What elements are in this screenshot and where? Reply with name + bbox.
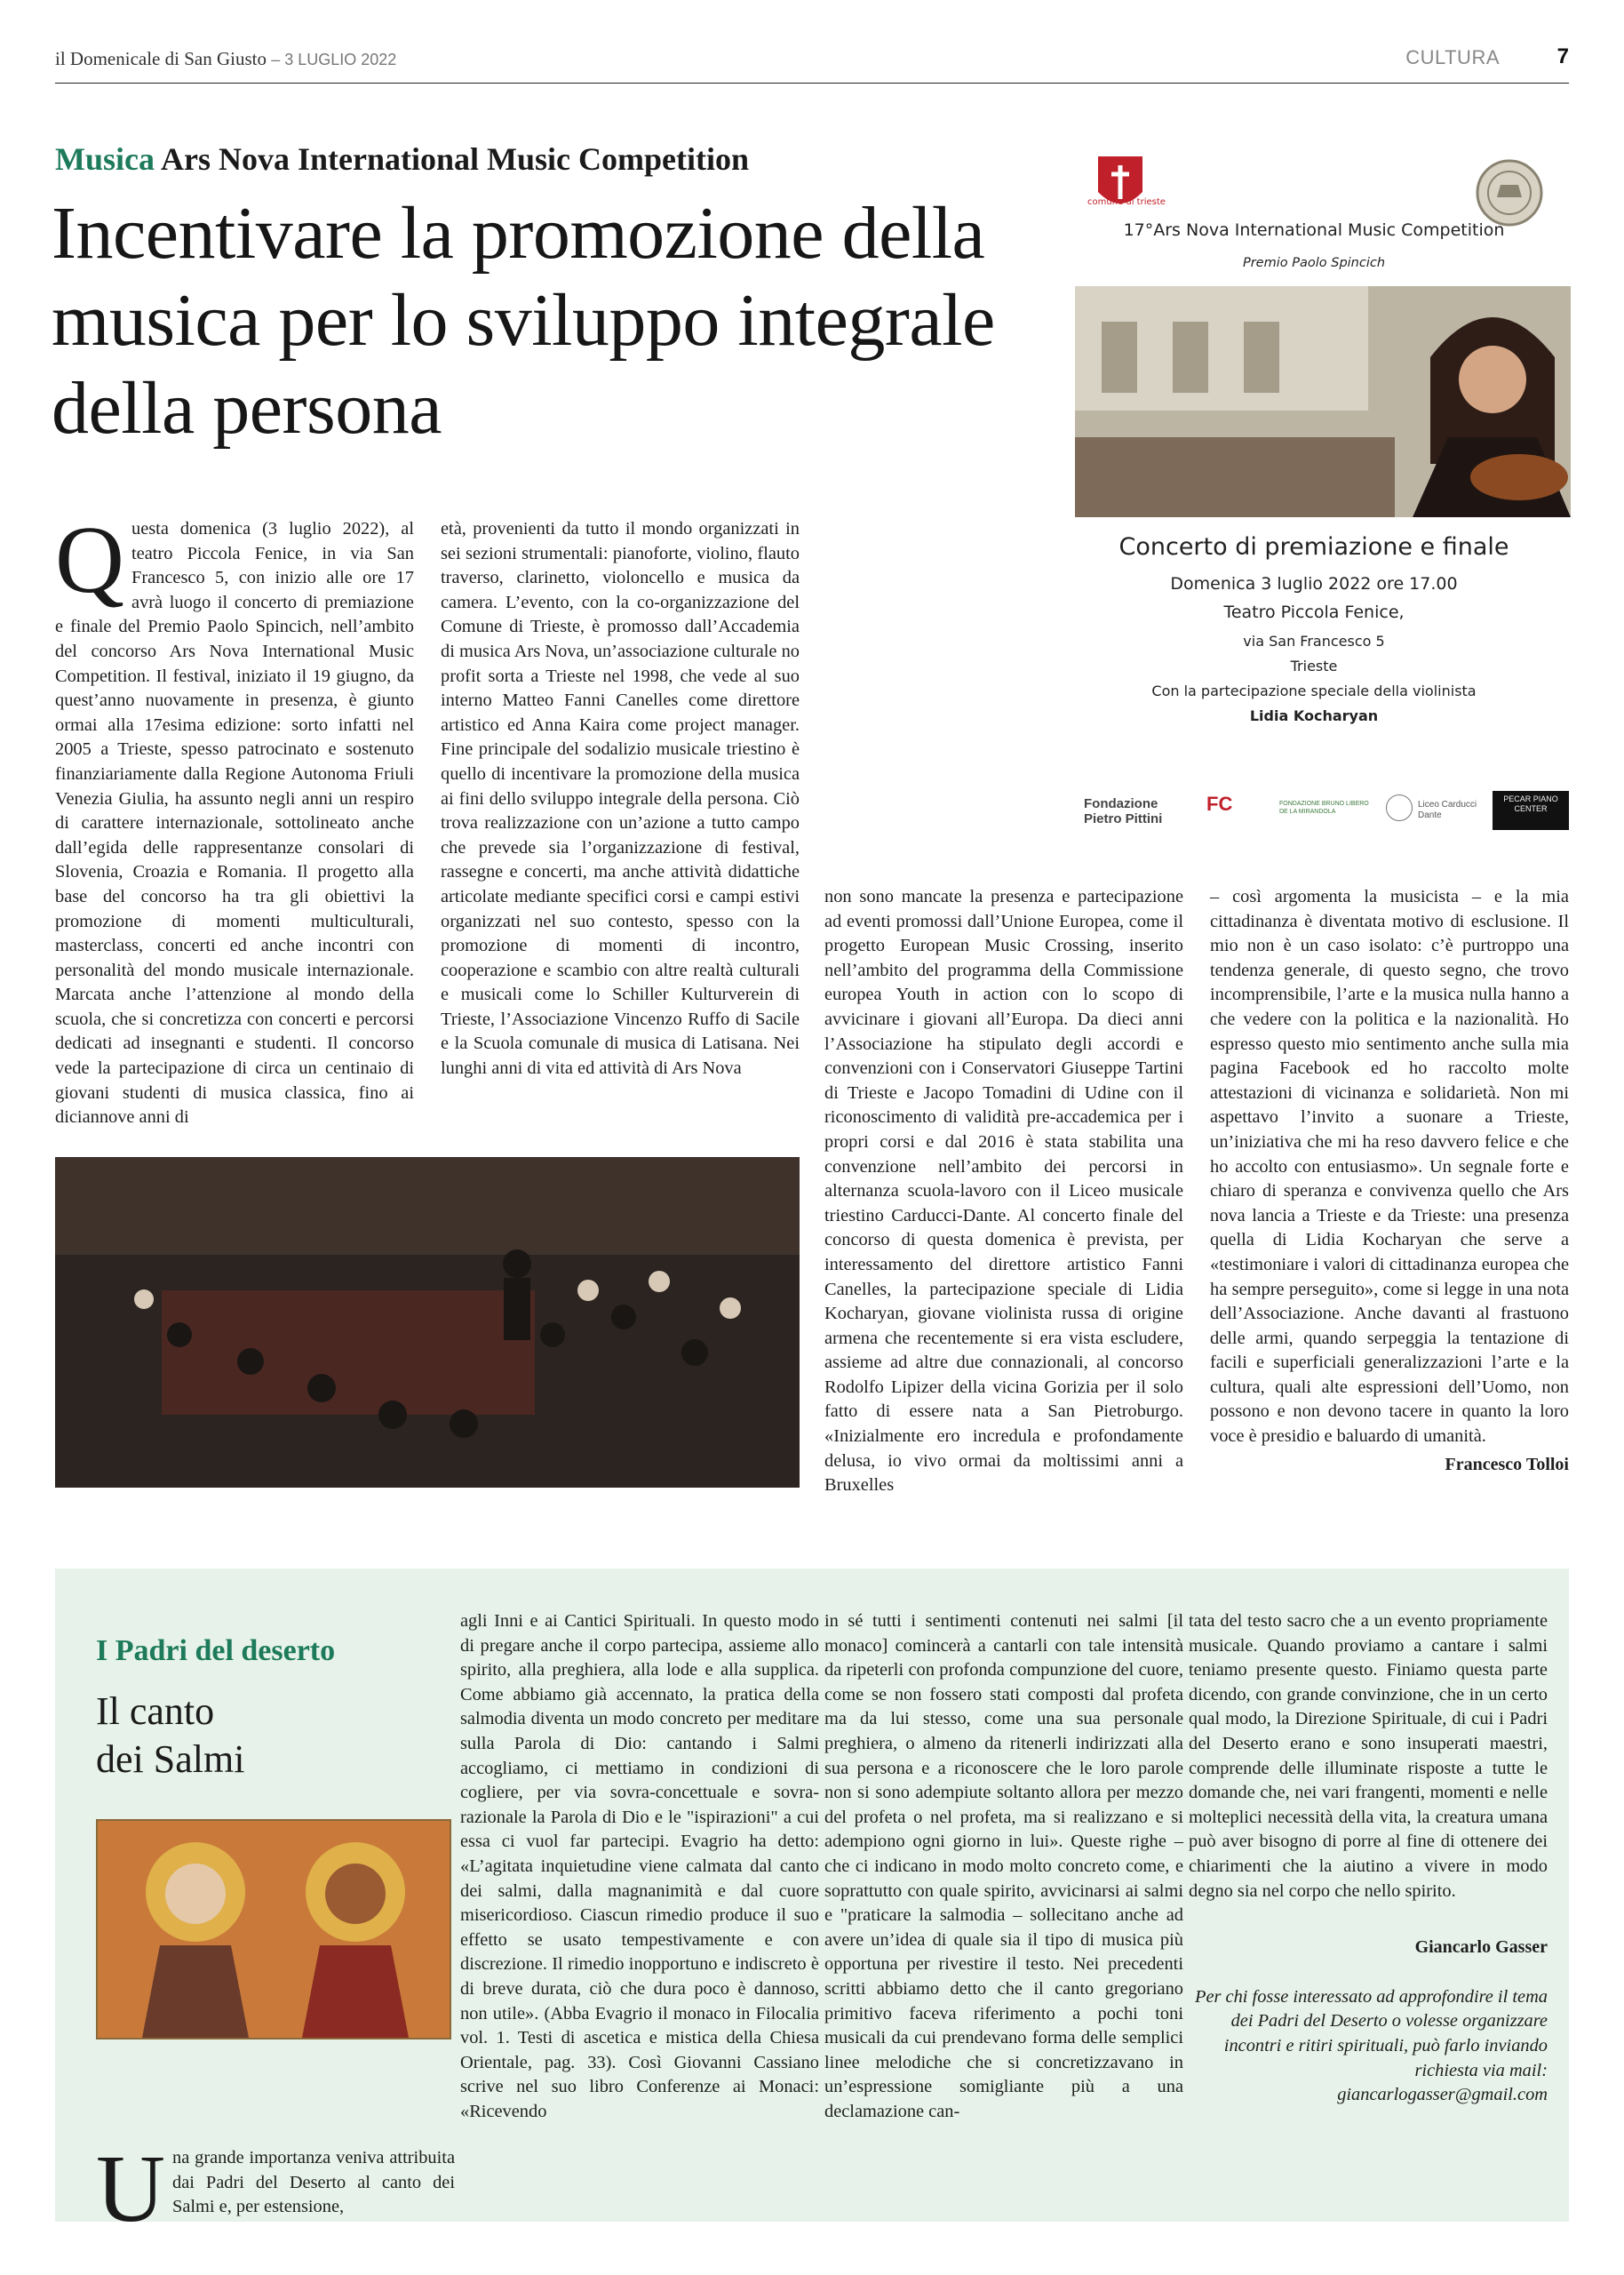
- concert-city: Trieste: [1290, 658, 1338, 675]
- page-number: 7: [1556, 44, 1569, 68]
- concert-artist: Lidia Kocharyan: [1249, 707, 1379, 724]
- box-column-4-text: tata del testo sacro che a un evento propriamente musicale. Quando proviamo a cantare i salmi teniamo presente questo. Finiamo questa parte dicendo, con grande convinzione, che in un certo qual modo, la Direzione Spirituale, di cui i Padri del Deserto erano e sono insuperati maestri, comprende delle illuminate risposte a tutte le domande che, nei vari frangenti, momenti e nelle molteplici necessità della vita, la creatura umana può aver bisogno di porre al fine di ottenere dei chiarimenti che la aiutino a vivere in modo degno sia nel corpo che nello spirito.: [1189, 1611, 1548, 1901]
- article-column-3: [824, 885, 1183, 1498]
- poster-subtitle: Premio Paolo Spincich: [1242, 256, 1386, 270]
- seal-icon: [1475, 158, 1544, 228]
- paper-name: il Domenicale di San Giusto: [55, 48, 267, 69]
- headline: Incentivare la promozione della musica per lo sviluppo integrale della persona: [52, 192, 995, 450]
- trieste-crest-icon: [1095, 153, 1146, 219]
- sponsor-row: [1084, 791, 1569, 841]
- article-column-2: [441, 517, 800, 1082]
- sponsor-pecar: PECAR PIANO CENTER: [1493, 791, 1569, 830]
- concert-hall-image: [1075, 286, 1571, 517]
- box-column-2-text: agli Inni e ai Cantici Spirituali. In questo modo di pregare anche il corpo partecipa, assieme allo spirito, alla preghiera, alla lode e alla supplica. Come abbiamo già accennato, la pratica della salmodia diventa un modo concreto per meditare sulla Parola di Dio: cantando i Salmi accogliamo, ci mettiamo in condizioni di cogliere, per via sovra-concettuale e sovra-razionale la Parola di Dio e le "ispirazioni" a cui essa ci vuol far partecipi. Evagrio ha detto: «L’agitata inquietudine viene calmata dal canto dei salmi, dalla magnanimità e dal cuore misericordioso. Ciascun rimedio produce il suo effetto se usato tempestivamente e con discrezione. Il rimedio inopportuno e indiscreto è di breve durata, ciò che dura poco è dannoso, non utile». (Abba Evagrio il monaco in Filocalia vol. 1. Testi di ascetica e mistica della Chiesa Orientale, pag. 33). Così Giovanni Cassiano scrive nel suo libro Conferenze ai Monaci: «Ricevendo: [460, 1611, 819, 2121]
- box-title-line-1: Il canto: [96, 1689, 215, 1733]
- saints-icon: [98, 1821, 450, 2038]
- icon-painting: [96, 1819, 451, 2040]
- box-column-3-text: in sé tutti i sentimenti contenuti nei salmi [il monaco] comincerà a cantarli con tale intensità da ripeterli con profonda compunzione del cuore, come se non fossero stati composti dal profeta ma da lui stesso, come una sua personale preghiera, o almeno da ritenerli indirizzati alla sua persona e a riconoscere che le loro parole non si sono adempiute soltanto allora per mezzo del profeta o nel profeta, ma si realizzano e si adempiono ogni giorno in lui». Queste righe – che ci indicano in modo molto concreto come, e soprattutto con quale spirito, avvicinarsi ai salmi e "praticare la salmodia – sollecitano anche ad avere un’idea di quale sia il tipo di musica più opportuna per rivestire il testo. Nei precedenti scritti abbiamo detto che il canto gregoriano primitivo faceva riferimento a pochi toni musicali da cui prendevano forma delle semplici linee melodiche che si concretizzavano in un’espressione somigliante più a una declamazione can-: [824, 1611, 1183, 2121]
- header-paper: [55, 48, 396, 70]
- box-note: Per chi fosse interessato ad approfondire il tema dei Padri del Deserto o volesse organizzare incontri e ritiri spirituali, può farlo inviando richiesta via mail:: [1194, 1986, 1548, 2080]
- comune-logo-text: comune di trieste: [1087, 197, 1166, 207]
- kicker-title: Ars Nova International Music Competition: [161, 141, 749, 177]
- event-poster: [1057, 142, 1571, 746]
- box-column-4: [1189, 1609, 1548, 2108]
- box-column-1: [96, 2136, 455, 2242]
- box-column-3: [824, 1609, 1183, 2124]
- box-author: Giancarlo Gasser: [1414, 1937, 1548, 1958]
- dropcap-q: Q: [55, 507, 124, 613]
- concert-venue: Teatro Piccola Fenice,: [1223, 603, 1405, 622]
- orchestra-image: [55, 1157, 800, 1488]
- box-title: [96, 1688, 244, 1784]
- article-author: Francesco Tolloi: [1445, 1454, 1569, 1474]
- section-label: CULTURA: [1405, 46, 1500, 68]
- sponsor-fc: FC: [1206, 793, 1233, 815]
- page-header: [55, 44, 1569, 84]
- box-email[interactable]: giancarlogasser@gmail.com: [1337, 2085, 1548, 2105]
- column-3-text: non sono mancate la presenza e partecipazione ad eventi promossi dall’Unione Europea, come il progetto European Music Crossing, inserito nell’ambito del programma della Commissione europea Youth in action con lo scopo di avvicinare i giovani all’Europa. Da dieci anni l’Associazione ha stipulato degli accordi e convenzioni con i Conservatori Giuseppe Tartini di Trieste e Jacopo Tomadini di Udine con il riconoscimento di validità pre-accademica per i propri corsi e dal 2016 è stata stabilita una convenzione nell’ambito dei percorsi in alternanza scuola-lavoro con il Liceo musicale triestino Carducci-Dante. Al concerto finale del concorso di questa domenica è prevista, per interessamento del direttore artistico Fanni Canelles, la partecipazione speciale di Lidia Kocharyan, giovane violinista russa di origine armena che recentemente si era vista escludere, assieme ad altre due connazionali, al concorso Rodolfo Lipizer della vicina Gorizia per il solo fatto di essere nata a San Pietroburgo. «Inizialmente ero incredula e profondamente delusa, io vivo ormai da moltissimi anni a Bruxelles: [824, 887, 1183, 1496]
- sponsor-pittini: Fondazione Pietro Pittini: [1084, 796, 1163, 826]
- article-column-1: [55, 507, 414, 1130]
- box-kicker: I Padri del deserto: [96, 1634, 336, 1667]
- article-kicker: [55, 140, 749, 178]
- concert-date: Domenica 3 luglio 2022 ore 17.00: [1170, 574, 1458, 594]
- box-title-line-2: dei Salmi: [96, 1737, 245, 1781]
- poster-photo-violinist: [1075, 286, 1571, 517]
- sponsor-liceo: Liceo Carducci Dante: [1418, 800, 1477, 820]
- orchestra-photo: [55, 1157, 800, 1488]
- box-column-1-text: na grande importanza veniva attribuita dai Padri del Deserto al canto dei Salmi e, per estensione,: [172, 2148, 455, 2217]
- sidebar-box: [55, 1569, 1569, 2242]
- poster-title: 17°Ars Nova International Music Competition: [1123, 220, 1505, 240]
- sponsor-fondazione-bruno: FONDAZIONE BRUNO LIBERO DE LA MIRANDOLA: [1279, 801, 1369, 815]
- kicker-section: Musica: [55, 141, 155, 177]
- concert-street: via San Francesco 5: [1243, 633, 1385, 650]
- issue-date: – 3 LUGLIO 2022: [271, 51, 397, 68]
- column-2-text: età, provenienti da tutto il mondo organizzati in sei sezioni strumentali: pianoforte, violino, flauto traverso, clarinetto, violoncello e musica da camera. L’evento, con la co-organizzazione del Comune di Trieste, è promosso dall’Accademia di musica Ars Nova, un’associazione culturale no profit sorta a Trieste nel 1998, che vede al suo interno Matteo Fanni Canelles come direttore artistico ed Anna Kaira come project manager. Fine principale del sodalizio musicale triestino è quello di incentivare la promozione della musica ai fini dello sviluppo integrale della persona. Ciò trova realizzazione con un’azione a tutto campo che prevede sia l’organizzazione di festival, rassegne e concerti, ma anche attività didattiche articolate mediante specifici corsi e campi estivi organizzati nel suo contesto, spesso con la promozione di momenti di incontro, cooperazione e scambio con altre realtà culturali e musicali come lo Schiller Kulturverein di Trieste, l’Associazione Vincenzo Ruffo di Sacile e la Scuola comunale di musica di Latisana. Nei lunghi anni di vita ed attività di Ars Nova: [441, 519, 800, 1079]
- column-4-text: – così argomenta la musicista – e la mia cittadinanza è diventata motivo di esclusione. Il mio non è un caso isolato: c’è purtroppo una tendenza generale, di questo segno, che trovo incomprensibile, l’arte e la musica nulla hanno a che vedere con la politica e la nazionalità. Ho espresso questo mio sentimento anche sulla mia pagina Facebook ed ho raccolto molte attestazioni di vicinanza e solidarietà. Non mi aspettavo l’invito a suonare a Trieste, un’iniziativa che mi ha reso davvero felice e che ho accolto con entusiasmo». Un segnale forte e chiaro di speranza e convivenza quello che Ars nova lancia a Trieste e da Trieste: una presenza quella di Lidia Kocharyan che serve a «testimoniare i valori di cittadinanza europea che ha sempre perseguito», come si legge in una nota dell’Associazione. Anche davanti al frastuono delle armi, quando serpeggia la tentazione di facili e superficiali generalizzazioni l’arte e la cultura, quali alte espressioni dell’Uomo, non possono e non devono tacere in quanto la loro voce è presidio e baluardo di umanità.: [1210, 887, 1569, 1447]
- box-column-2: [460, 1609, 819, 2124]
- liceo-logo-icon: [1386, 794, 1413, 821]
- concert-title: Concerto di premiazione e finale: [1118, 533, 1509, 561]
- concert-special: Con la partecipazione speciale della violinista: [1151, 682, 1477, 699]
- dropcap-u: U: [96, 2136, 165, 2242]
- column-1-text: uesta domenica (3 luglio 2022), al teatro Piccola Fenice, in via San Francesco 5, con inizio alle ore 17 avrà luogo il concerto di premiazione e finale del Premio Paolo Spincich, nell’ambito del concorso Ars Nova International Music Competition. Il festival, iniziato il 19 giugno, da quest’anno nuovamente in presenza, è giunto ormai alla 17esima edizione: sorto infatti nel 2005 a Trieste, spesso patrocinato e sostenuto finanziariamente dalla Regione Autonoma Friuli Venezia Giulia, ha assunto negli anni un respiro di carattere internazionale, sottolineato anche dall’egida delle rappresentanze consolari di Slovenia, Croazia e Romania. Il progetto alla base del concorso ha tra gli obiettivi la promozione di momenti multiculturali, masterclass, concerti ed anche incontri con personalità del mondo musicale internazionale. Marcata anche l’attenzione al mondo della scuola, che si concretizza con concerti e percorsi dedicati ad insegnanti e studenti. Il concorso vede la partecipazione di circa un centinaio di giovani studenti di musica classica, fino ai diciannove anni di: [55, 519, 414, 1128]
- article-column-4: [1210, 885, 1569, 1477]
